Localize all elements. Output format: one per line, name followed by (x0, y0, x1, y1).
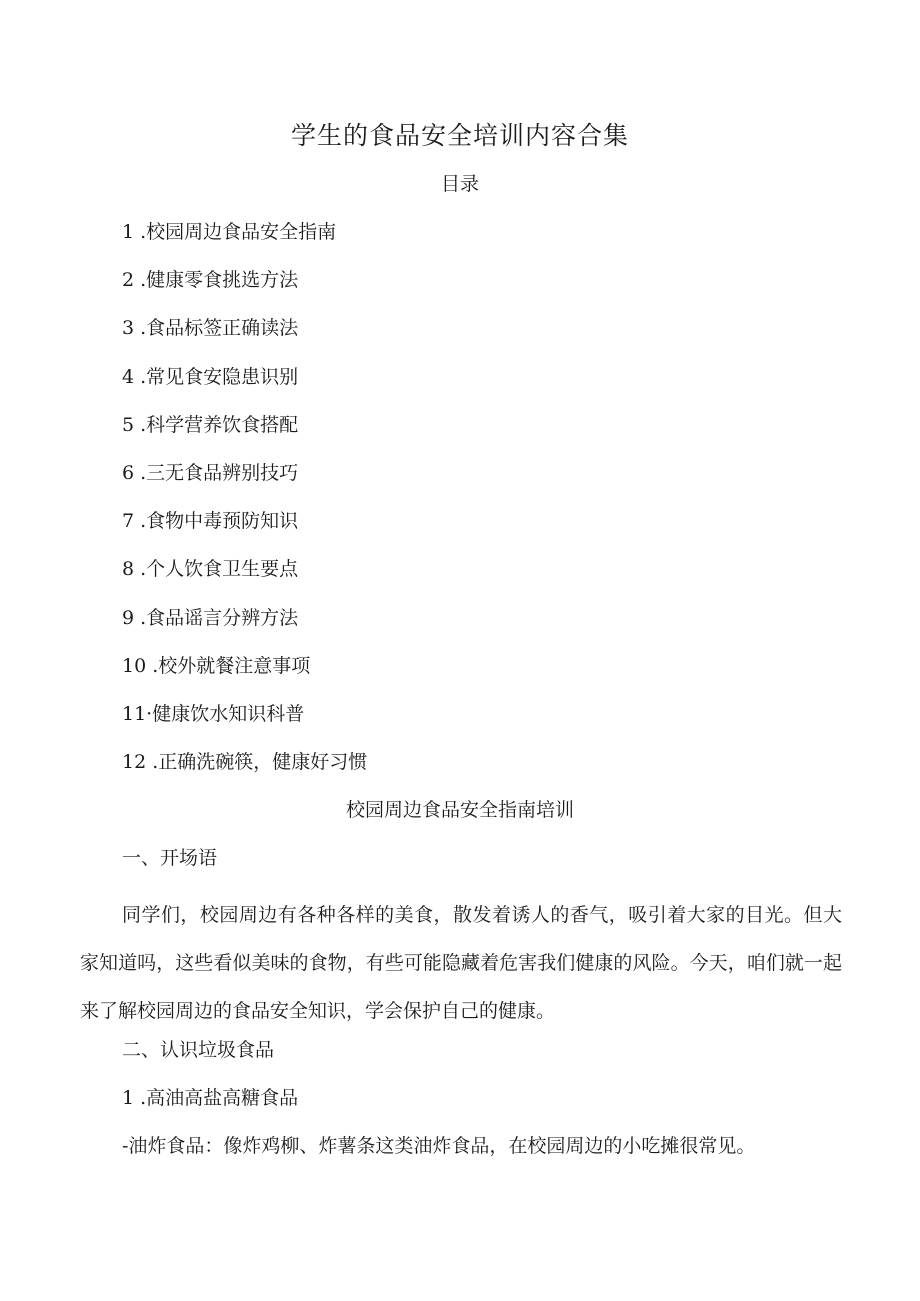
toc-item: 7 .食物中毒预防知识 (122, 510, 299, 533)
toc-item: 12 .正确洗碗筷，健康好习惯 (122, 751, 368, 774)
toc-item: 8 .个人饮食卫生要点 (122, 558, 299, 581)
heading-opening: 一、开场语 (122, 847, 218, 869)
toc-item: 9 .食品谣言分辨方法 (122, 606, 299, 629)
toc-item: 6 .三无食品辨别技巧 (122, 461, 299, 484)
toc-item: 5 .科学营养饮食搭配 (122, 413, 299, 436)
toc-item: 3 .食品标签正确读法 (122, 317, 299, 340)
opening-paragraph: 同学们，校园周边有各种各样的美食，散发着诱人的香气，吸引着大家的目光。但大家知道吗，这些看似美味的食物，有些可能隐藏着危害我们健康的风险。今天，咱们就一起来了解校园周边的食品安全知识，学会保护自己的健康。 (80, 904, 842, 1022)
toc-item: 4 .常见食安隐患识别 (122, 365, 299, 388)
toc-heading: 目录 (440, 173, 479, 195)
table-of-contents (122, 218, 367, 796)
document-title: 学生的食品安全培训内容合集 (290, 121, 629, 150)
toc-item: 2 .健康零食挑选方法 (122, 269, 299, 292)
fried-food-line: -油炸食品：像炸鸡柳、炸薯条这类油炸食品，在校园周边的小吃摊很常见。 (122, 1135, 756, 1157)
section-title: 校园周边食品安全指南培训 (345, 799, 574, 821)
toc-item: 10 .校外就餐注意事项 (122, 654, 311, 677)
heading-junk-food: 二、认识垃圾食品 (122, 1039, 275, 1061)
toc-item: 11·健康饮水知识科普 (122, 702, 305, 725)
toc-item: 1 .校园周边食品安全指南 (122, 221, 337, 243)
subheading-high-oil-salt-sugar: 1 .高油高盐高糖食品 (122, 1087, 299, 1109)
